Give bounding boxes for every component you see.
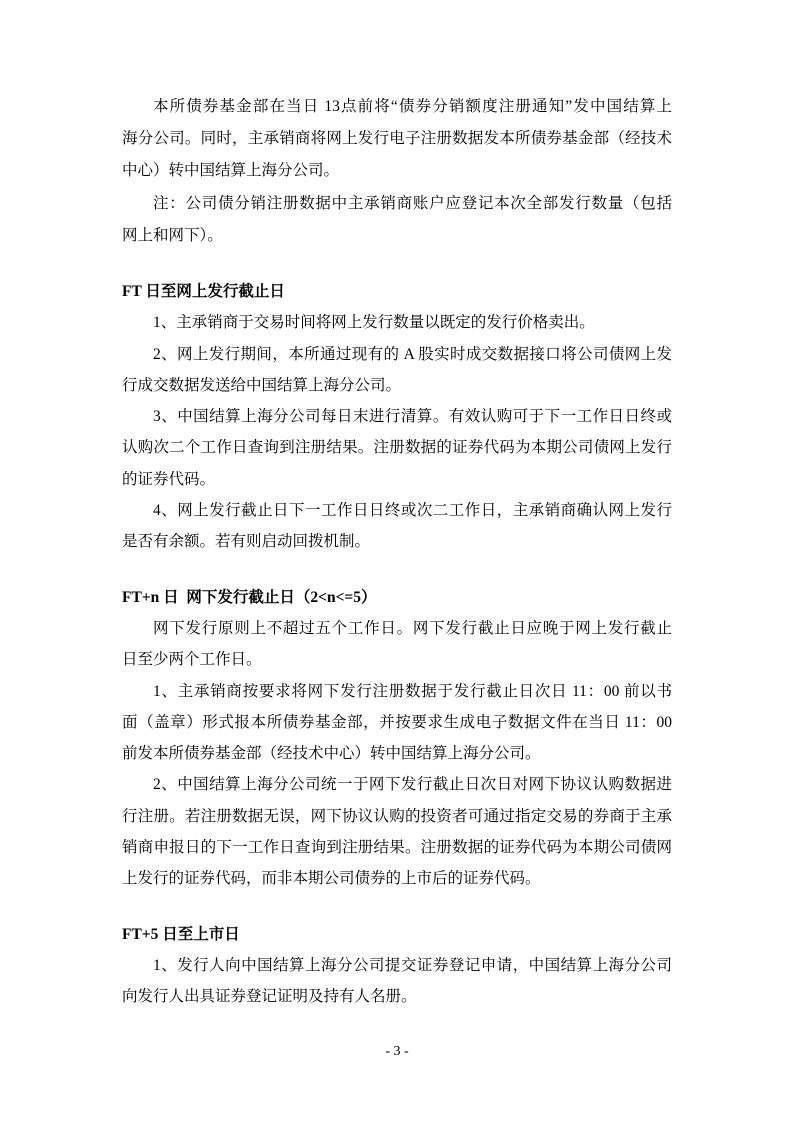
text-line: 销商申报日的下一工作日查询到注册结果。注册数据的证券代码为本期公司债网 [122, 838, 672, 856]
text-line: 网上和网下）。 [122, 226, 223, 244]
paragraph [122, 950, 672, 1013]
text-line: 1、主承销商按要求将网下发行注册数据于发行截止日次日 11：00 前以书 [153, 682, 672, 700]
paragraph [122, 676, 672, 770]
text-line: 上发行的证券代码，而非本期公司债券的上市后的证券代码。 [122, 870, 541, 888]
text-line: 认购次二个工作日查询到注册结果。注册数据的证券代码为本期公司债网上发行 [122, 439, 672, 457]
paragraph [122, 769, 672, 894]
paragraph [122, 188, 672, 252]
text-line: 行成交数据发送给中国结算上海分公司。 [122, 376, 402, 394]
section-heading: FT+n 日 网下发行截止日（2<n<=5） [122, 588, 377, 606]
paragraph [122, 307, 672, 338]
document-body [122, 91, 672, 1012]
page-number: - 3 - [385, 1044, 409, 1059]
text-line: 前发本所债券基金部（经技术中心）转中国结算上海分公司。 [122, 745, 541, 763]
text-line: 注：公司债分销注册数据中主承销商账户应登记本次全部发行数量（包括 [153, 194, 672, 212]
text-line: 行注册。若注册数据无误，网下协议认购的投资者可通过指定交易的券商于主承 [122, 807, 672, 825]
paragraph [122, 613, 672, 676]
text-line: 是否有余额。若有则启动回拨机制。 [122, 533, 371, 551]
paragraph [122, 91, 672, 188]
text-line: 中心）转中国结算上海分公司。 [122, 162, 340, 180]
section-intro [122, 91, 672, 252]
paragraph [122, 339, 672, 402]
section-listing [122, 919, 672, 1013]
text-line: 本所债券基金部在当日 13点前将“债券分销额度注册通知”发中国结算上 [153, 98, 672, 115]
text-line: 3、中国结算上海分公司每日末进行清算。有效认购可于下一工作日日终或 [153, 408, 672, 426]
text-line: 日至少两个工作日。 [122, 651, 262, 669]
section-online-issuance [122, 276, 672, 558]
paragraph [122, 401, 672, 495]
section-heading: FT+5 日至上市日 [122, 925, 240, 943]
text-line: 2、网上发行期间，本所通过现有的 A 股实时成交数据接口将公司债网上发 [153, 345, 672, 363]
text-line: 面（盖章）形式报本所债券基金部，并按要求生成电子数据文件在当日 11：00 [122, 713, 672, 731]
paragraph [122, 495, 672, 558]
text-line: 1、主承销商于交易时间将网上发行数量以既定的发行价格卖出。 [153, 314, 595, 332]
section-heading: FT 日至网上发行截止日 [122, 282, 285, 300]
text-line: 1、发行人向中国结算上海分公司提交证券登记申请，中国结算上海分公司 [153, 956, 672, 974]
text-line: 2、中国结算上海分公司统一于网下发行截止日次日对网下协议认购数据进 [153, 776, 672, 794]
text-line: 的证券代码。 [122, 470, 216, 488]
section-offline-issuance [122, 582, 672, 895]
text-line: 向发行人出具证券登记证明及持有人名册。 [122, 988, 417, 1006]
text-line: 海分公司。同时，主承销商将网上发行电子注册数据发本所债券基金部（经技术 [122, 130, 672, 148]
text-line: 网下发行原则上不超过五个工作日。网下发行截止日应晚于网上发行截止 [153, 619, 672, 637]
text-line: 4、网上发行截止日下一工作日日终或次二工作日，主承销商确认网上发行 [153, 502, 672, 520]
